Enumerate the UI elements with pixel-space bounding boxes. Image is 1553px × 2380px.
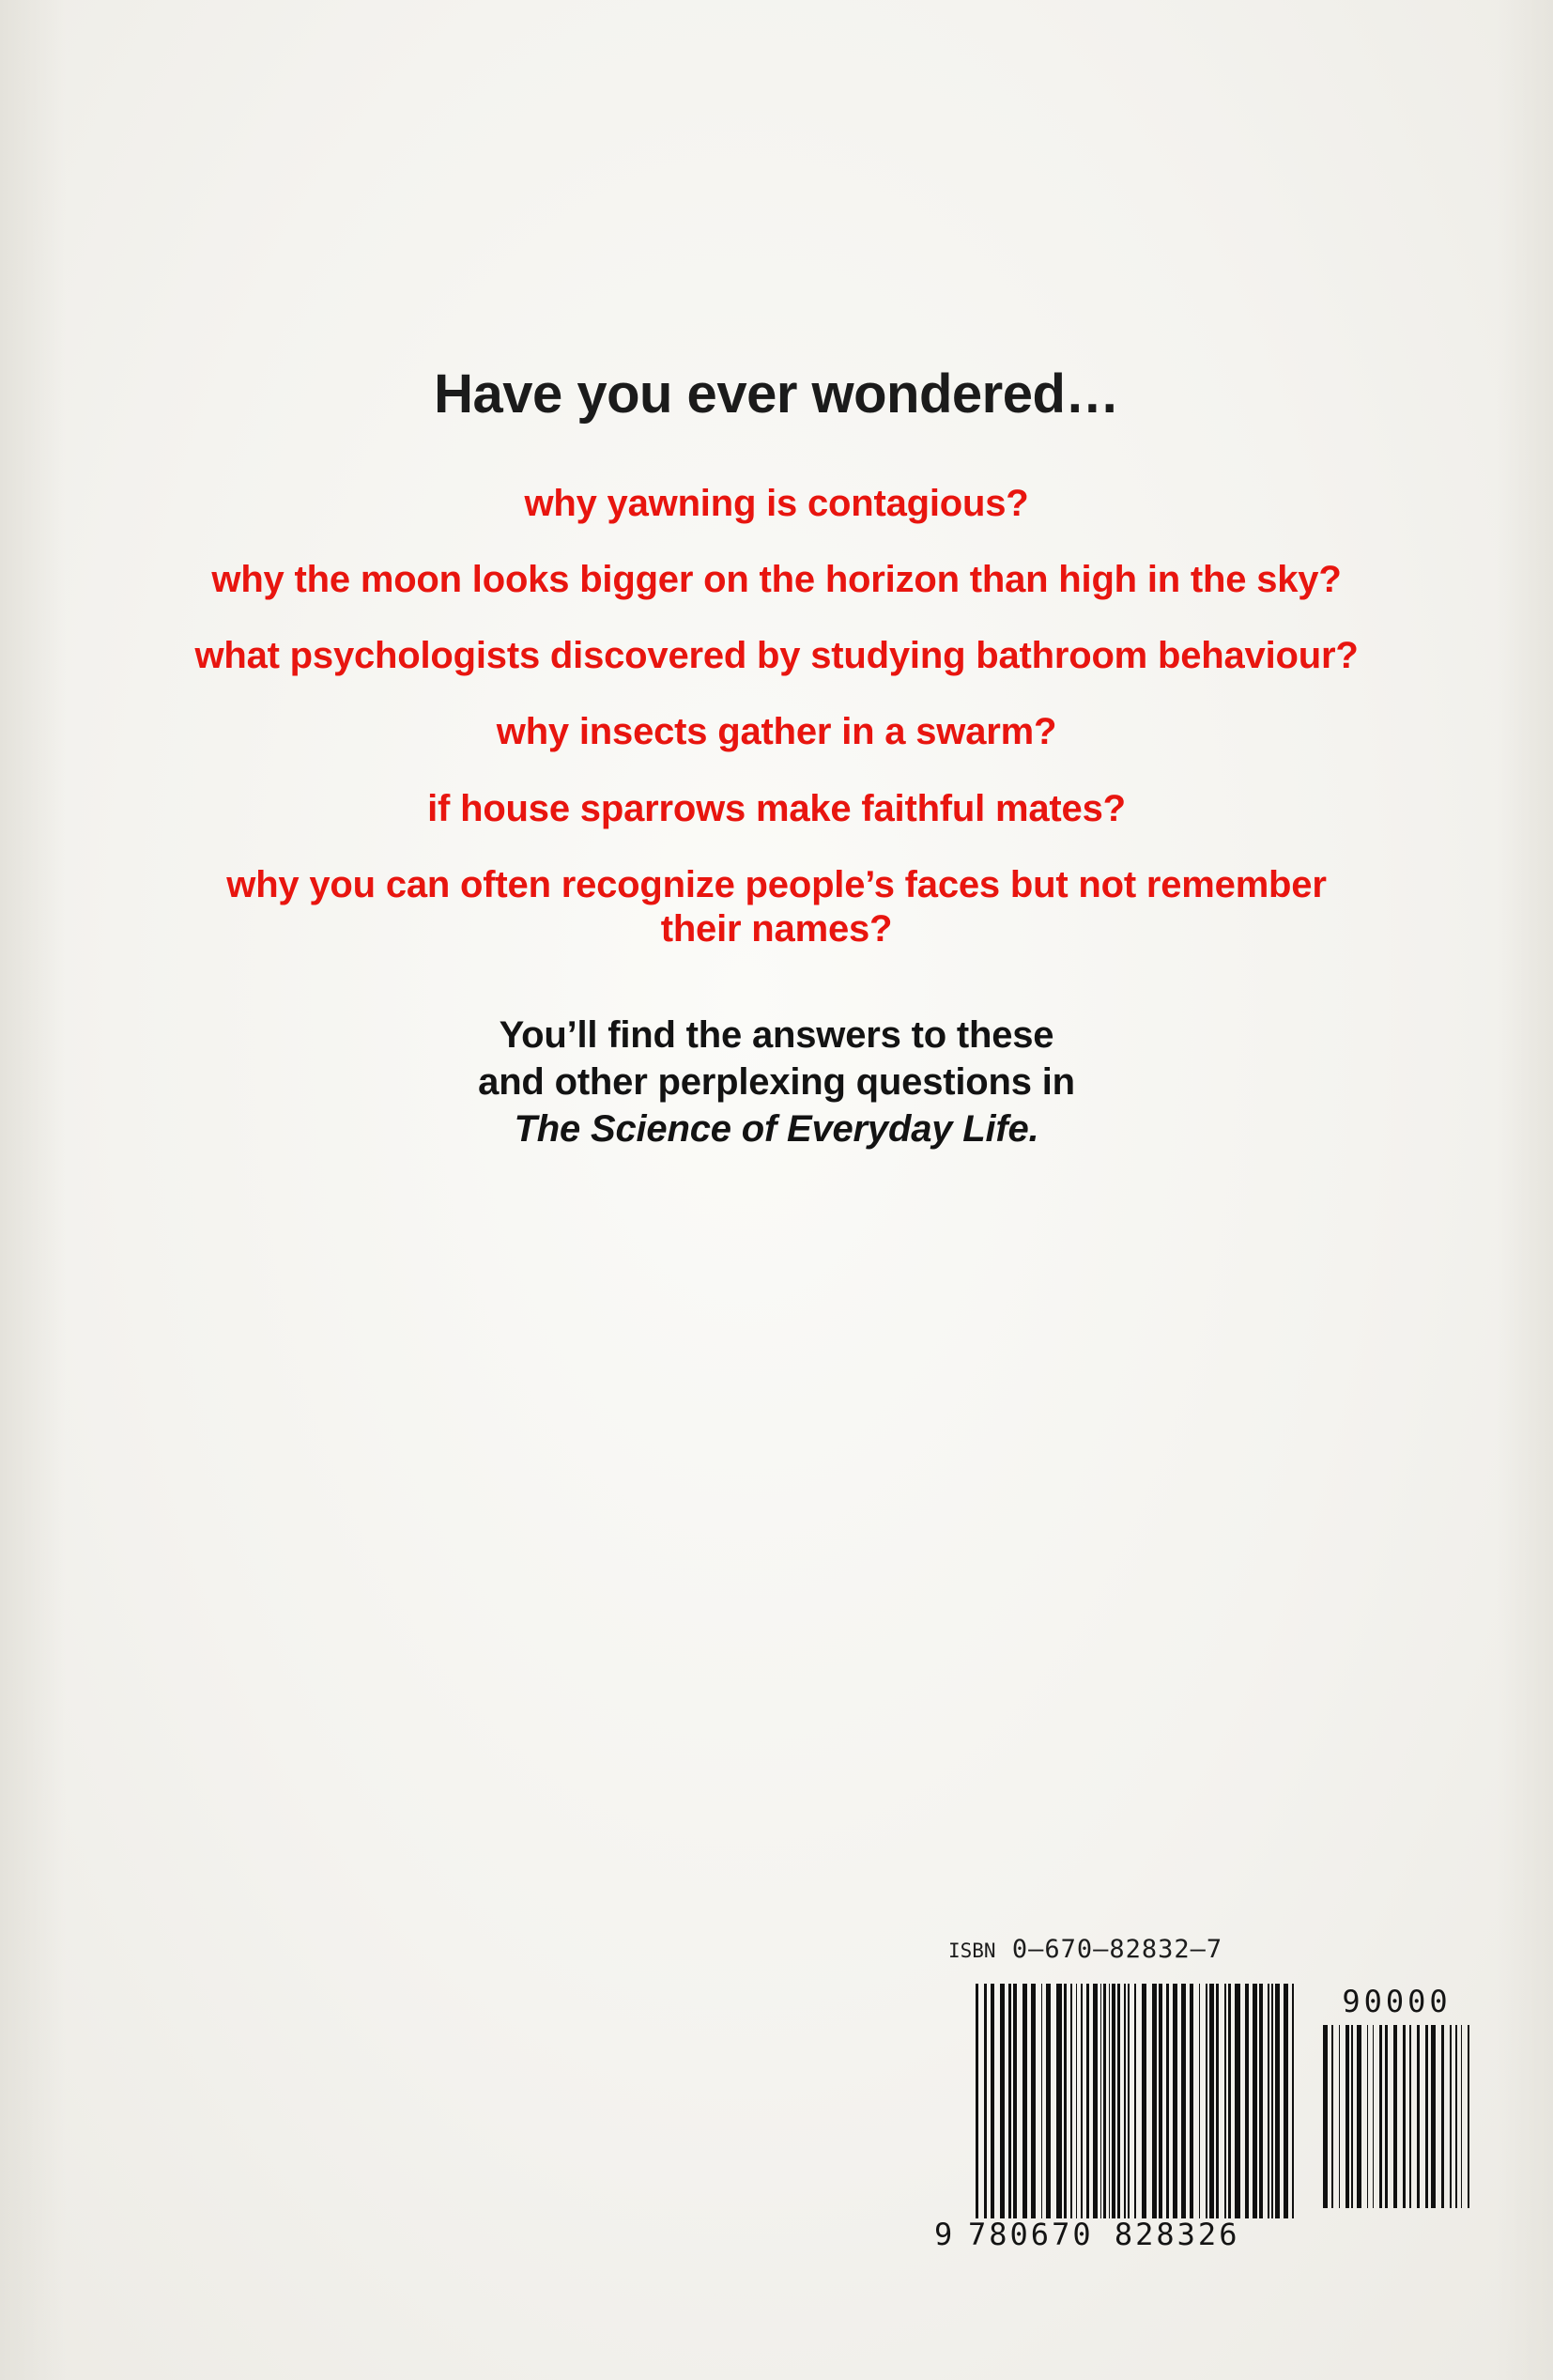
question-list xyxy=(185,482,1368,951)
ean13-main-digits: 780670 828326 xyxy=(968,2217,1240,2252)
cover-text-block xyxy=(0,363,1553,1152)
barcode-block xyxy=(915,1935,1479,2329)
ean13-digits xyxy=(934,2217,1296,2252)
list-item: why insects gather in a swarm? xyxy=(496,711,1057,753)
ean13-lead-digit: 9 xyxy=(934,2217,956,2252)
isbn-line xyxy=(948,1935,1222,1964)
ean13-barcode xyxy=(934,1984,1296,2256)
closing-line-1: You’ll find the answers to these xyxy=(499,1014,1054,1057)
book-title: The Science of Everyday Life. xyxy=(514,1108,1039,1151)
closing-blurb xyxy=(260,1012,1293,1152)
ean13-bars xyxy=(972,1984,1296,2218)
list-item: what psychologists discovered by studying bathroom behaviour? xyxy=(194,635,1359,677)
closing-line-2: and other perplexing questions in xyxy=(478,1061,1075,1104)
list-item: why yawning is contagious? xyxy=(524,482,1029,524)
list-item: why you can often recognize people’s faces but not remember their names? xyxy=(226,863,1327,950)
isbn-label: ISBN xyxy=(948,1940,996,1962)
list-item: if house sparrows make faithful mates? xyxy=(427,787,1126,829)
isbn-number: 0–670–82832–7 xyxy=(1011,1935,1223,1964)
ean5-digits: 90000 xyxy=(1342,1984,1452,2019)
list-item: why the moon looks bigger on the horizon than high in the sky? xyxy=(211,559,1342,601)
page-title: Have you ever wondered… xyxy=(434,363,1119,425)
ean5-bars xyxy=(1321,2025,1471,2208)
ean5-addon-barcode xyxy=(1319,1984,1474,2228)
